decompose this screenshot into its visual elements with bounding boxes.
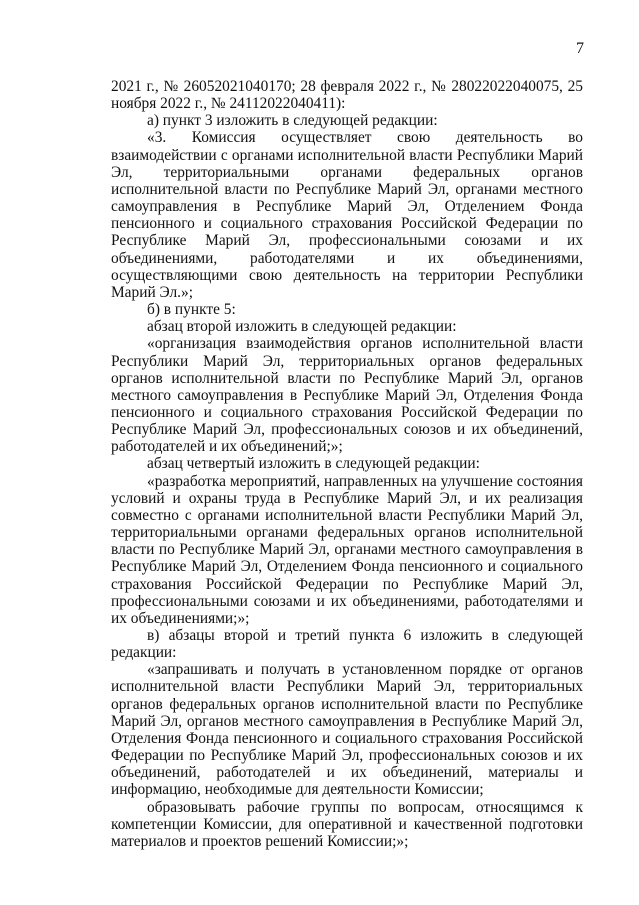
paragraph: 2021 г., № 26052021040170; 28 февраля 2022 г., № 28022022040075, 25 ноября 2022 г., № 24112022040411): [111, 78, 583, 113]
page-number: 7 [576, 40, 584, 57]
paragraph: образовывать рабочие группы по вопросам, относящимся к компетенции Комиссии, для оперативной и качественной подготовки материалов и проектов решений Комиссии;»; [111, 798, 583, 850]
paragraph: «организация взаимодействия органов исполнительной власти Республики Марий Эл, территориальных органов федеральных органов исполнительной власти по Республике Марий Эл, органов местного самоуправления в Республике Марий Эл, Отделения Фонда пенсионного и социального страхования Российской Федерации по Республике Марий Эл, профессиональных союзов и их объединений, работодателей и их объединений;»; [111, 335, 583, 456]
paragraph: абзац четвертый изложить в следующей редакции: [147, 455, 480, 473]
paragraph: а) пункт 3 изложить в следующей редакции: [147, 112, 438, 130]
paragraph: «запрашивать и получать в установленном порядке от органов исполнительной власти Республики Марий Эл, территориальных органов федеральных органов исполнительной власти по Республике Марий Эл, органов местного самоуправления в Республике Марий Эл, Отделения Фонда пенсионного и социального страхования Российской Федерации по Республике Марий Эл, профессиональных союзов и их объединений, работодателей и их объединений, материалы и информацию, необходимые для деятельности Комиссии; [111, 661, 583, 799]
paragraph: «разработка мероприятий, направленных на улучшение состояния условий и охраны труда в Республике Марий Эл, и их реализация совместно с органами исполнительной власти Республики Марий Эл, территориальными органами федеральных органов исполнительной власти по Республике Марий Эл, органами местного самоуправления в Республике Марий Эл, Отделением Фонда пенсионного и социального страхования Российской Федерации по Республике Марий Эл, профессиональными союзами и их объединениями, работодателями и их объединениями;»; [111, 472, 583, 627]
paragraph: абзац второй изложить в следующей редакции: [147, 318, 457, 336]
paragraph: в) абзацы второй и третий пункта 6 изложить в следующей редакции: [111, 627, 583, 662]
document-body [111, 78, 583, 850]
paragraph: «3. Комиссия осуществляет свою деятельность во взаимодействии с органами исполнительной власти Республики Марий Эл, территориальными органами федеральных органов исполнительной власти по Республике Марий Эл, органами местного самоуправления в Республике Марий Эл, Отделением Фонда пенсионного и социального страхования Российской Федерации по Республике Марий Эл, профессиональными союзами и их объединениями, работодателями и их объединениями, осуществляющими свою деятельность на территории Республики Марий Эл.»; [111, 129, 583, 301]
paragraph: б) в пункте 5: [147, 301, 236, 319]
